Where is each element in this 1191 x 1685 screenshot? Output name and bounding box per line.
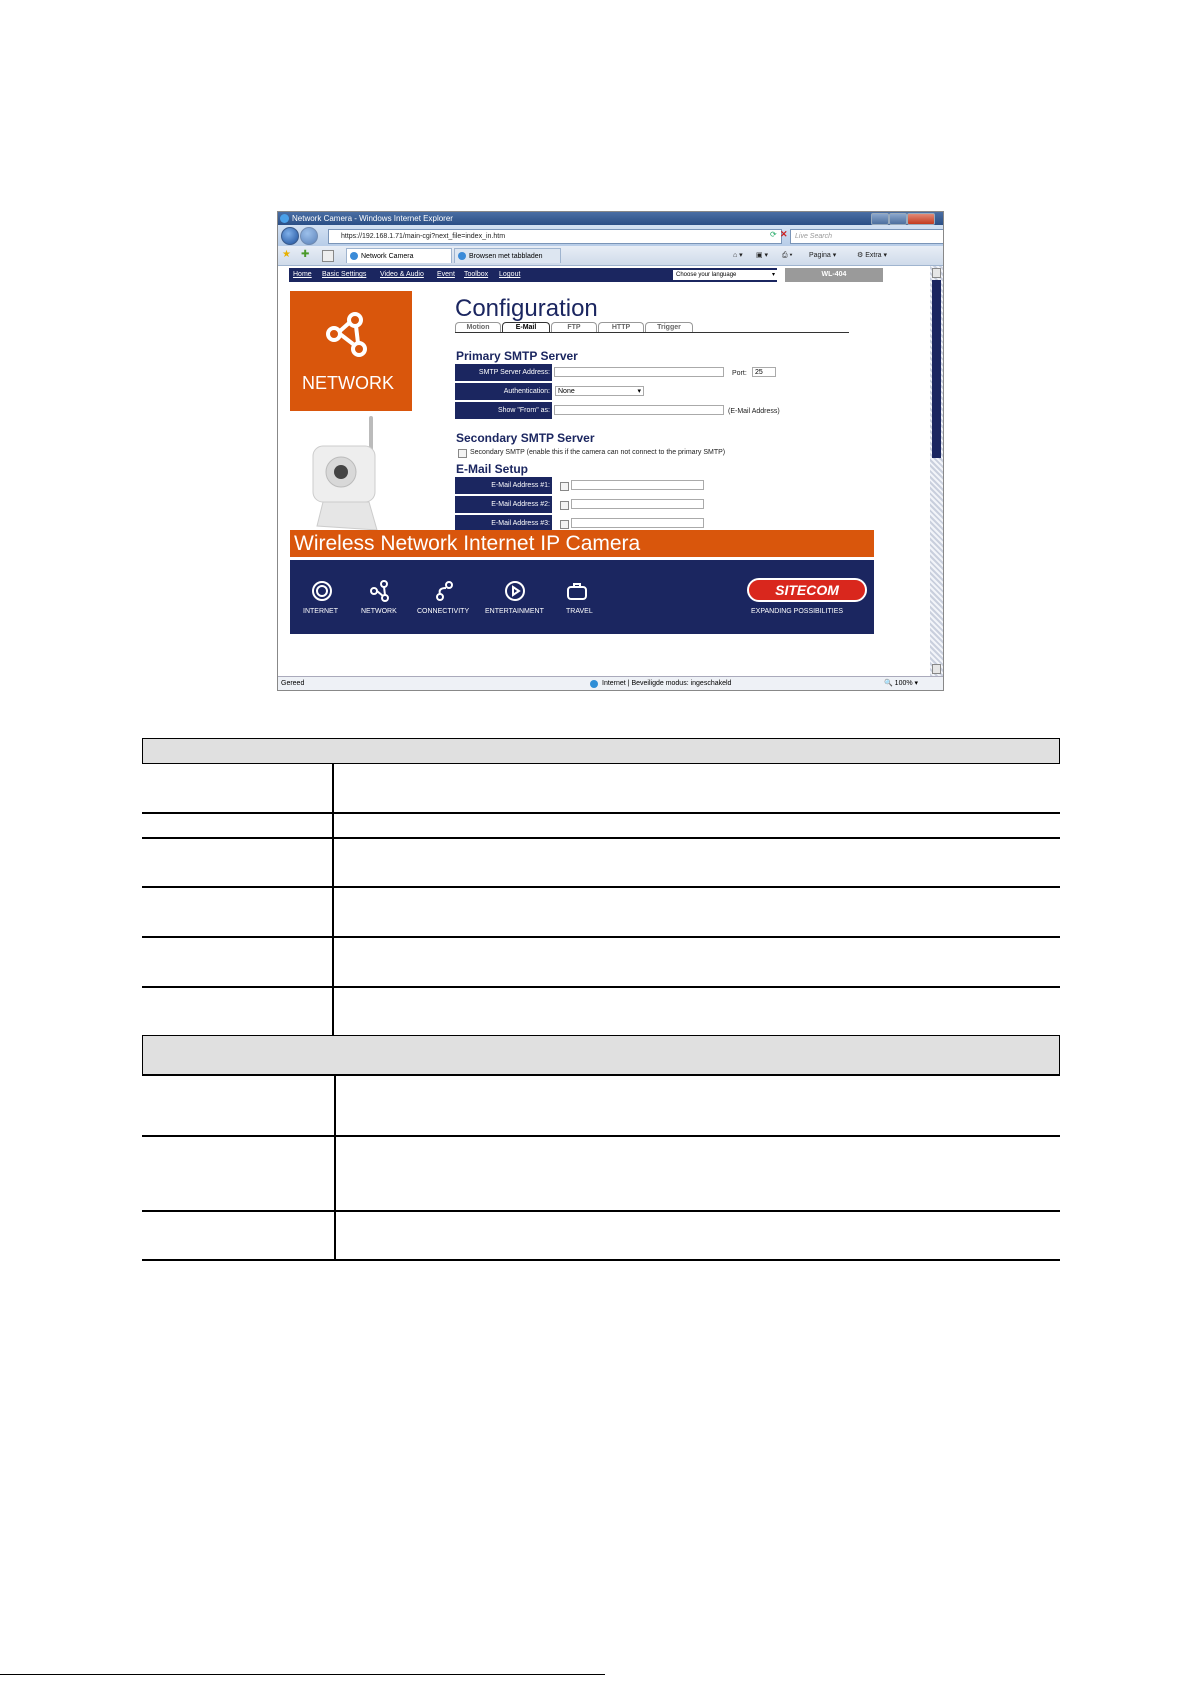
secondary-smtp-checkbox[interactable]: [458, 449, 467, 458]
footer-internet: INTERNET: [303, 608, 338, 615]
nav-basic-settings[interactable]: Basic Settings: [322, 271, 367, 278]
refresh-icon[interactable]: ⟳: [770, 230, 777, 239]
zoom-level[interactable]: 🔍 100% ▾: [884, 680, 919, 687]
camera-web-page: [278, 266, 930, 676]
port-label: Port:: [732, 370, 747, 377]
language-select[interactable]: [673, 270, 778, 280]
nav-event[interactable]: Event: [437, 271, 455, 278]
tab-email[interactable]: E-Mail: [502, 322, 550, 333]
search-field[interactable]: Live Search: [790, 229, 944, 244]
secondary-smtp-label: Secondary SMTP (enable this if the camera can not connect to the primary SMTP): [470, 449, 726, 456]
email2-checkbox[interactable]: [560, 501, 569, 510]
print-icon[interactable]: ⎙ ▾: [782, 252, 793, 259]
zoom-level-value: 100%: [894, 680, 913, 687]
email1-checkbox[interactable]: [560, 482, 569, 491]
page-title: Configuration: [455, 295, 598, 322]
camera-photo: [303, 416, 393, 536]
model-label: WL-404: [785, 268, 883, 282]
footer-travel: TRAVEL: [566, 608, 593, 615]
sitecom-logo: SITECOM: [747, 578, 867, 602]
favorites-star-icon[interactable]: ★: [282, 249, 291, 260]
scroll-up-button[interactable]: [932, 268, 941, 278]
table-row: [142, 886, 1060, 888]
close-window-button[interactable]: [907, 213, 935, 225]
footer-entertainment: ENTERTAINMENT: [485, 608, 544, 615]
email-setup-heading: E-Mail Setup: [456, 462, 529, 476]
table-row: [142, 986, 1060, 988]
window-titlebar: [278, 212, 943, 225]
table-row: [142, 837, 1060, 839]
network-icon: [325, 311, 375, 359]
auth-select[interactable]: [555, 386, 644, 396]
from-input[interactable]: [554, 405, 724, 415]
status-text: Gereed: [281, 680, 305, 687]
auth-select-value: None: [558, 388, 575, 395]
email3-input[interactable]: [571, 518, 704, 528]
address-bar-row: [278, 225, 943, 246]
nav-video-audio[interactable]: Video & Audio: [380, 271, 424, 278]
table-row: [142, 1259, 1060, 1261]
network-small-icon: [370, 580, 392, 602]
extra-menu[interactable]: ⚙ Extra ▾: [857, 252, 888, 259]
back-button[interactable]: [281, 227, 299, 245]
table-row: [142, 1210, 1060, 1212]
tab-http[interactable]: HTTP: [598, 322, 644, 333]
tab-row: [278, 246, 943, 266]
secondary-smtp-heading: Secondary SMTP Server: [456, 431, 595, 445]
product-banner: Wireless Network Internet IP Camera: [290, 530, 874, 557]
add-favorite-icon[interactable]: ✚: [301, 249, 310, 260]
page-menu[interactable]: Pagina ▾: [809, 252, 837, 259]
tab-favicon-icon: [350, 252, 358, 260]
window-title: Network Camera - Windows Internet Explorer: [292, 214, 453, 223]
footer-network: NETWORK: [361, 608, 397, 615]
email3-checkbox[interactable]: [560, 520, 569, 529]
smtp-server-input[interactable]: [554, 367, 724, 377]
tab-favicon-icon: [458, 252, 466, 260]
quick-tabs-icon[interactable]: [322, 250, 334, 262]
entertainment-icon: [504, 580, 526, 602]
page-menu-label: Pagina: [809, 252, 831, 259]
tab-trigger[interactable]: Trigger: [645, 322, 693, 333]
table-row: [142, 936, 1060, 938]
forward-button[interactable]: [300, 227, 318, 245]
status-bar: [278, 676, 943, 691]
minimize-button[interactable]: [871, 213, 889, 225]
tab-motion[interactable]: Motion: [455, 322, 501, 333]
from-hint: (E-Mail Address): [728, 408, 780, 415]
column-divider: [332, 764, 334, 1074]
browser-screenshot: [277, 211, 944, 691]
nav-home[interactable]: Home: [293, 271, 312, 278]
scroll-down-button[interactable]: [932, 664, 941, 674]
address-field[interactable]: https://192.168.1.71/main-cgi?next_file=index_in.htm: [328, 229, 782, 244]
port-input[interactable]: 25: [752, 367, 776, 377]
email1-label: E-Mail Address #1:: [455, 477, 552, 494]
page-scrollbar[interactable]: [930, 266, 943, 676]
top-nav: [289, 268, 777, 282]
page-bottom-rule: [0, 1674, 605, 1675]
tab-label: Network Camera: [361, 253, 414, 260]
home-icon[interactable]: ⌂ ▾: [733, 252, 743, 259]
tab-underline: [455, 332, 849, 333]
primary-smtp-heading: Primary SMTP Server: [456, 349, 578, 363]
network-tile: [290, 291, 412, 411]
table-header: [142, 738, 1060, 764]
email1-input[interactable]: [571, 480, 704, 490]
chevron-down-icon: ▾: [637, 388, 641, 395]
globe-icon: [590, 680, 598, 688]
status-zone: Internet | Beveiligde modus: ingeschakeld: [602, 680, 732, 687]
maximize-button[interactable]: [889, 213, 907, 225]
footer-connectivity: CONNECTIVITY: [417, 608, 470, 615]
chevron-down-icon: ▾: [771, 272, 775, 278]
scroll-thumb[interactable]: [932, 280, 941, 458]
language-select-value: Choose your language: [676, 272, 737, 278]
tab-network-camera[interactable]: [346, 248, 452, 263]
brand-footer: [290, 560, 874, 634]
table-header: [142, 1035, 1060, 1075]
stop-icon[interactable]: ✕: [780, 229, 788, 239]
column-divider: [334, 1076, 336, 1261]
tab-browsen[interactable]: [454, 248, 561, 263]
auth-label: Authentication:: [455, 383, 552, 400]
email2-label: E-Mail Address #2:: [455, 496, 552, 513]
feeds-icon[interactable]: ▣ ▾: [756, 252, 769, 259]
table-row: [142, 812, 1060, 814]
brand-tagline: EXPANDING POSSIBILITIES: [751, 608, 844, 615]
connectivity-icon: [434, 580, 456, 602]
nav-logout[interactable]: Logout: [499, 271, 521, 278]
smtp-server-label: SMTP Server Address:: [455, 364, 552, 381]
tile-label: NETWORK: [302, 373, 394, 393]
table-row: [142, 1135, 1060, 1137]
extra-menu-label: Extra: [865, 252, 882, 259]
settings-table-1: [142, 738, 1060, 1261]
tab-label: Browsen met tabbladen: [469, 253, 543, 260]
ie-logo-icon: [280, 214, 289, 223]
email2-input[interactable]: [571, 499, 704, 509]
table-row: [142, 1074, 1060, 1076]
tab-ftp[interactable]: FTP: [551, 322, 597, 333]
nav-toolbox[interactable]: Toolbox: [464, 271, 489, 278]
internet-icon: [311, 580, 333, 602]
travel-icon: [566, 580, 588, 602]
email3-label: E-Mail Address #3:: [455, 515, 552, 532]
from-label: Show "From" as:: [455, 402, 552, 419]
